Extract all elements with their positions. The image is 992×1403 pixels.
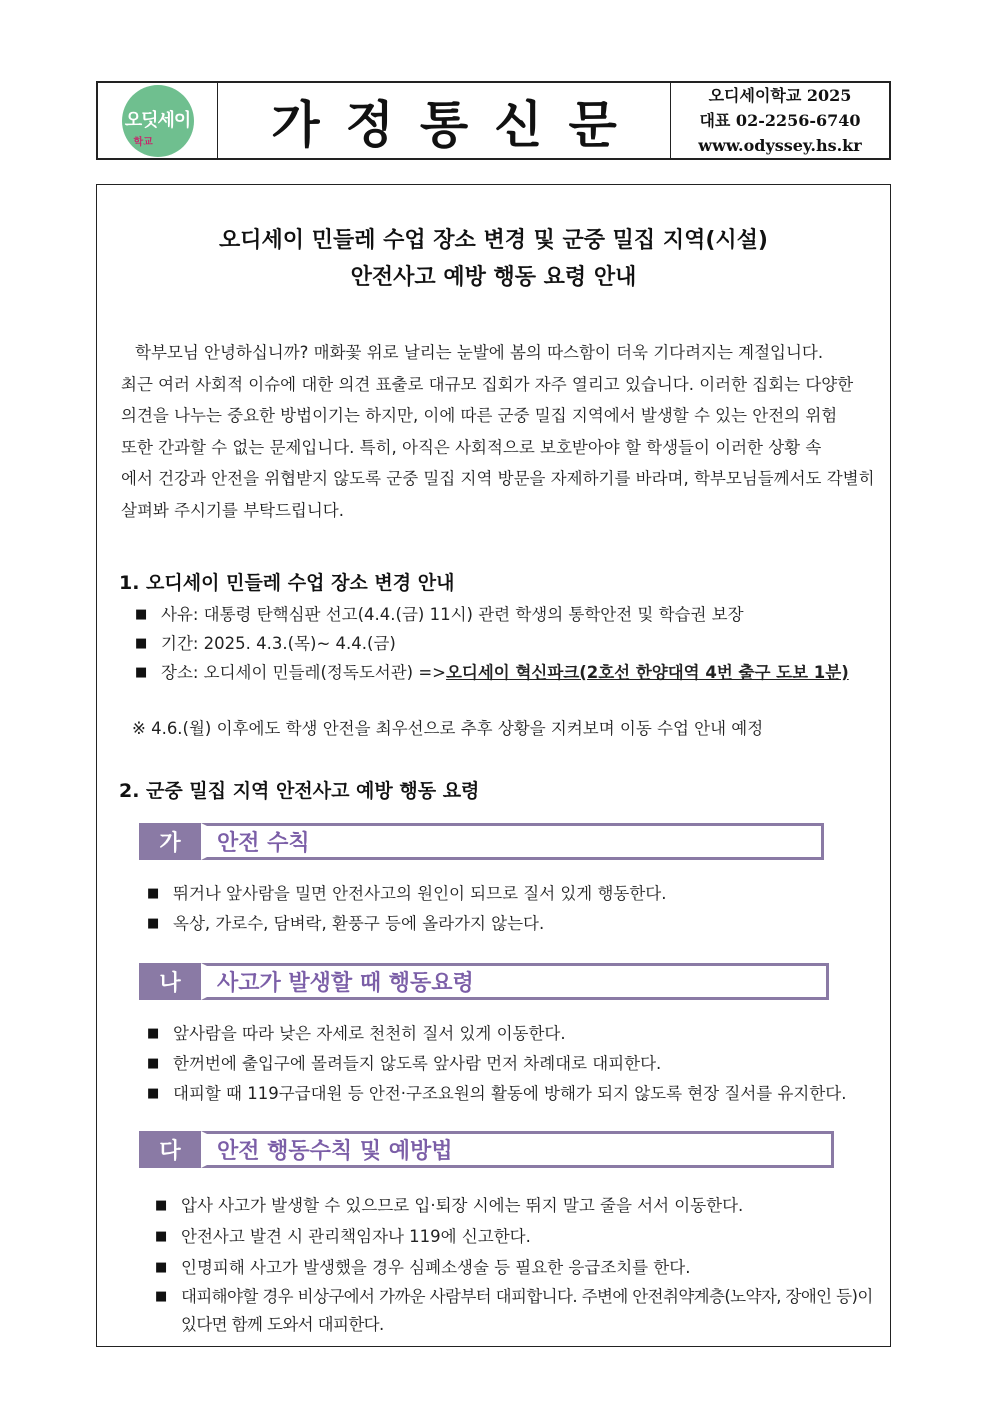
section2-heading: 2. 군중 밀집 지역 안전사고 예방 행동 요령 (119, 780, 480, 802)
intro-line: 의견을 나누는 중요한 방법이기는 하지만, 이에 따른 군중 밀집 지역에서 발생할 수 있는 안전의 위험 (121, 406, 838, 425)
subsection-a-tag: 가 (139, 823, 201, 860)
list-item: ■ 한꺼번에 출입구에 몰려들지 않도록 앞사람 먼저 차례대로 대피한다. (147, 1049, 846, 1079)
document-title-line1: 오디세이 민들레 수업 장소 변경 및 군중 밀집 지역(시설) (219, 228, 768, 253)
list-item: ■ 압사 사고가 발생할 수 있으므로 입·퇴장 시에는 뛰지 말고 줄을 서서 이동한다. (155, 1190, 885, 1221)
section1-note: ※ 4.6.(월) 이후에도 학생 안전을 최우선으로 추후 상황을 지켜보며 이동 수업 안내 예정 (132, 719, 764, 738)
newsletter-title: 가정통신문 (271, 95, 643, 154)
list-item: ■ 안전사고 발견 시 관리책임자나 119에 신고한다. (155, 1221, 885, 1252)
intro-line: 또한 간과할 수 없는 문제입니다. 특히, 아직은 사회적으로 보호받아야 할 학생들이 이러한 상황 속 (121, 437, 822, 457)
subsection-a-bar (139, 823, 824, 860)
subsection-a-list (147, 879, 667, 939)
list-item: ■ 옥상, 가로수, 담벼락, 환풍구 등에 올라가지 않는다. (147, 909, 667, 939)
intro-paragraph (121, 337, 881, 526)
list-item: ■ 대피할 때 119구급대원 등 안전·구조요원의 활동에 방해가 되지 않도록 현장 질서를 유지한다. (147, 1079, 846, 1109)
subsection-b-title: 사고가 발생할 때 행동요령 (201, 963, 829, 1000)
intro-line: 최근 여러 사회적 이슈에 대한 의견 표출로 대규모 집회가 자주 열리고 있습니다. 이러한 집회는 다양한 (121, 374, 854, 394)
subsection-b-tag: 나 (139, 963, 201, 1000)
place-prefix: 장소: 오디세이 민들레(정독도서관) => (161, 663, 446, 682)
list-item: ■ 대피해야할 경우 비상구에서 가까운 사람부터 대피합니다. 주변에 안전취약계층(노약자, 장애인 등)이 있다면 함께 도와서 대피한다. (155, 1283, 885, 1339)
logo-text: 오딧세이 (124, 109, 191, 131)
section1-list (135, 600, 849, 687)
list-item: ■ 앞사람을 따라 낮은 자세로 천천히 질서 있게 이동한다. (147, 1019, 846, 1049)
intro-line: 학부모님 안녕하십니까? 매화꽃 위로 날리는 눈발에 봄의 따스함이 더욱 기다려지는 계절입니다. (135, 343, 824, 362)
subsection-c-tag: 다 (139, 1131, 201, 1168)
letter-body (96, 184, 891, 1347)
intro-line: 에서 건강과 안전을 위협받지 않도록 군중 밀집 지역 방문을 자제하기를 바라며, 학부모님들께서도 각별히 (121, 469, 875, 488)
logo-subtext: 학교 (133, 136, 153, 148)
list-item: ■ 인명피해 사고가 발생했을 경우 심폐소생술 등 필요한 응급조치를 한다. (155, 1252, 885, 1283)
newsletter-title-cell (218, 83, 671, 158)
section1-heading: 1. 오디세이 민들레 수업 장소 변경 안내 (119, 572, 455, 594)
subsection-a-title: 안전 수칙 (201, 823, 824, 860)
school-website: www.odyssey.hs.kr (698, 136, 862, 155)
list-item: ■ 뛰거나 앞사람을 밀면 안전사고의 원인이 되므로 질서 있게 행동한다. (147, 879, 667, 909)
subsection-c-title: 안전 행동수칙 및 예방법 (201, 1131, 834, 1168)
intro-line: 살펴봐 주시기를 부탁드립니다. (121, 500, 344, 520)
list-item (135, 658, 849, 687)
school-logo (122, 85, 194, 157)
school-logo-cell (98, 83, 218, 158)
subsection-b-bar (139, 963, 829, 1000)
place-new: 오디세이 혁신파크(2호선 한양대역 4번 출구 도보 1분) (445, 663, 849, 682)
subsection-c-list (155, 1190, 885, 1339)
school-info-cell (671, 83, 889, 158)
subsection-b-list (147, 1019, 846, 1109)
document-title-line2: 안전사고 예방 행동 요령 안내 (350, 265, 637, 290)
list-item: ■ 사유: 대통령 탄핵심판 선고(4.4.(금) 11시) 관련 학생의 통학안전 및 학습권 보장 (135, 600, 849, 629)
school-phone: 대표 02-2256-6740 (699, 111, 861, 130)
letter-header (96, 81, 891, 160)
subsection-c-bar (139, 1131, 834, 1168)
list-item: ■ 기간: 2025. 4.3.(목)~ 4.4.(금) (135, 629, 849, 658)
school-year: 오디세이학교 2025 (708, 86, 852, 105)
